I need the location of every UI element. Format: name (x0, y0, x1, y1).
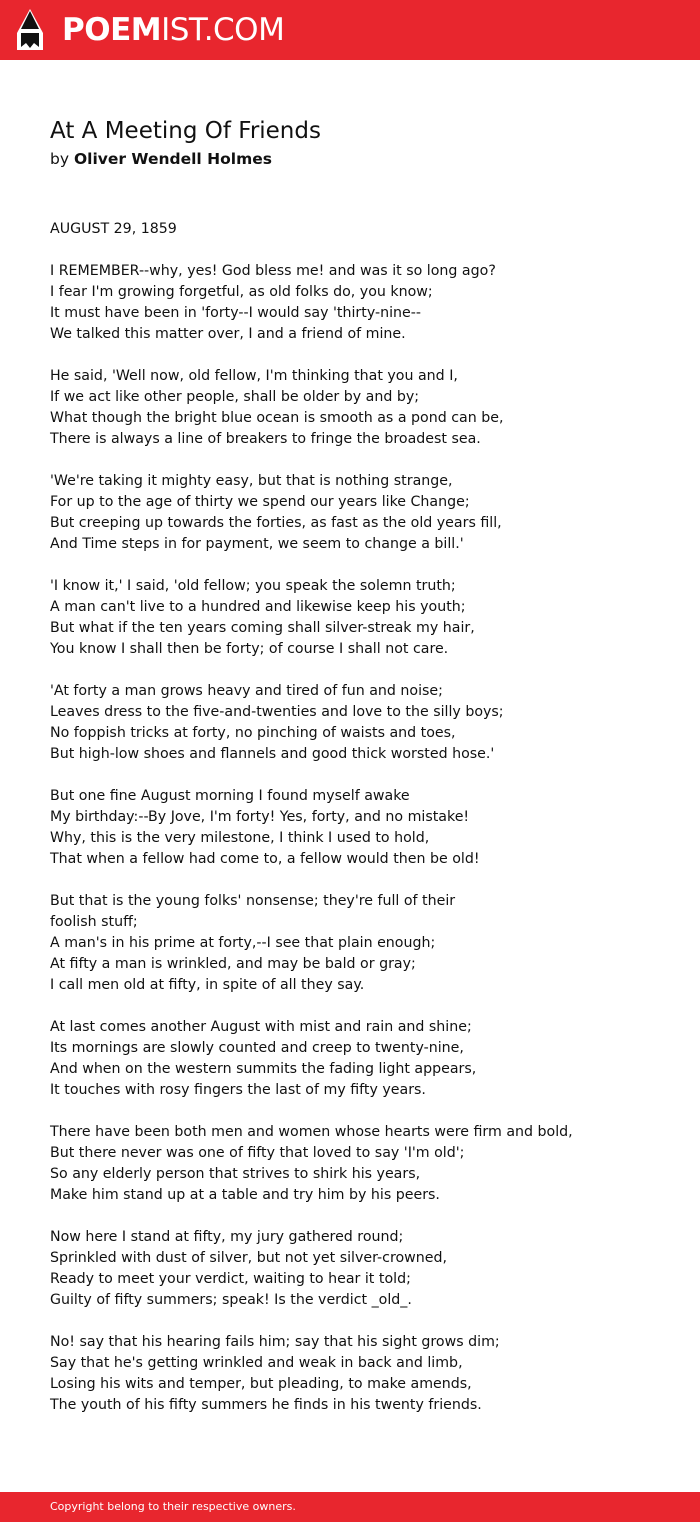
logo-bold-text: POEM (62, 12, 162, 48)
site-header (0, 0, 700, 60)
logo-light-text: IST.COM (161, 12, 285, 48)
poem-text: AUGUST 29, 1859 I REMEMBER--why, yes! God bless me! and was it so long ago? I fear I'm growing forgetful, as old folks do, you know; It must have been in 'forty--I would say 'thirty-nine-- We talked this matter over, I and a friend of mine. He said, 'Well now, old fellow, I'm thinking that you and I, If we act like other people, shall be older by and by; What though the bright blue ocean is smooth as a pond can be, There is always a line of breakers to fringe the broadest sea. 'We're taking it mighty easy, but that is nothing strange, For up to the age of thirty we spend our years like Change; But creeping up towards the forties, as fast as the old years fill, And Time steps in for payment, we seem to change a bill.' 'I know it,' I said, 'old fellow; you speak the solemn truth; A man can't live to a hundred and likewise keep his youth; But what if the ten years coming shall silver-streak my hair, You know I shall then be forty; of course I shall not care. 'At forty a man grows heavy and tired of fun and noise; Leaves dress to the five-and-twenties and love to the silly boys; No foppish tricks at forty, no pinching of waists and toes, But high-low shoes and flannels and good thick worsted hose.' But one fine August morning I found myself awake My birthday:--By Jove, I'm forty! Yes, forty, and no mistake! Why, this is the very milestone, I think I used to hold, That when a fellow had come to, a fellow would then be old! But that is the young folks' nonsense; they're full of their foolish stuff; A man's in his prime at forty,--I see that plain enough; At fifty a man is wrinkled, and may be bald or gray; I call men old at fifty, in spite of all they say. At last comes another August with mist and rain and shine; Its mornings are slowly counted and creep to twenty-nine, And when on the western summits the fading light appears, It touches with rosy fingers the last of my fifty years. There have been both men and women whose hearts were firm and bold, But there never was one of fifty that loved to say 'I'm old'; So any elderly person that strives to shirk his years, Make him stand up at a table and try him by his peers. Now here I stand at fifty, my jury gathered round; Sprinkled with dust of silver, but not yet silver-crowned, Ready to meet your verdict, waiting to hear it told; Guilty of fifty summers; speak! Is the verdict _old_. No! say that his hearing fails him; say that his sight grows dim; Say that he's getting wrinkled and weak in back and limb, Losing his wits and temper, but pleading, to make amends, The youth of his fifty summers he finds in his twenty friends. (50, 221, 573, 1413)
site-logo[interactable] (62, 12, 284, 48)
site-footer (0, 1492, 700, 1522)
poem-author: Oliver Wendell Holmes (73, 150, 272, 168)
by-label: by (50, 150, 70, 168)
poem-title: At A Meeting Of Friends (50, 118, 321, 144)
copyright-text: Copyright belong to their respective owners. (50, 1500, 296, 1513)
pencil-tip-icon[interactable] (16, 9, 44, 51)
poem-byline (50, 148, 272, 170)
